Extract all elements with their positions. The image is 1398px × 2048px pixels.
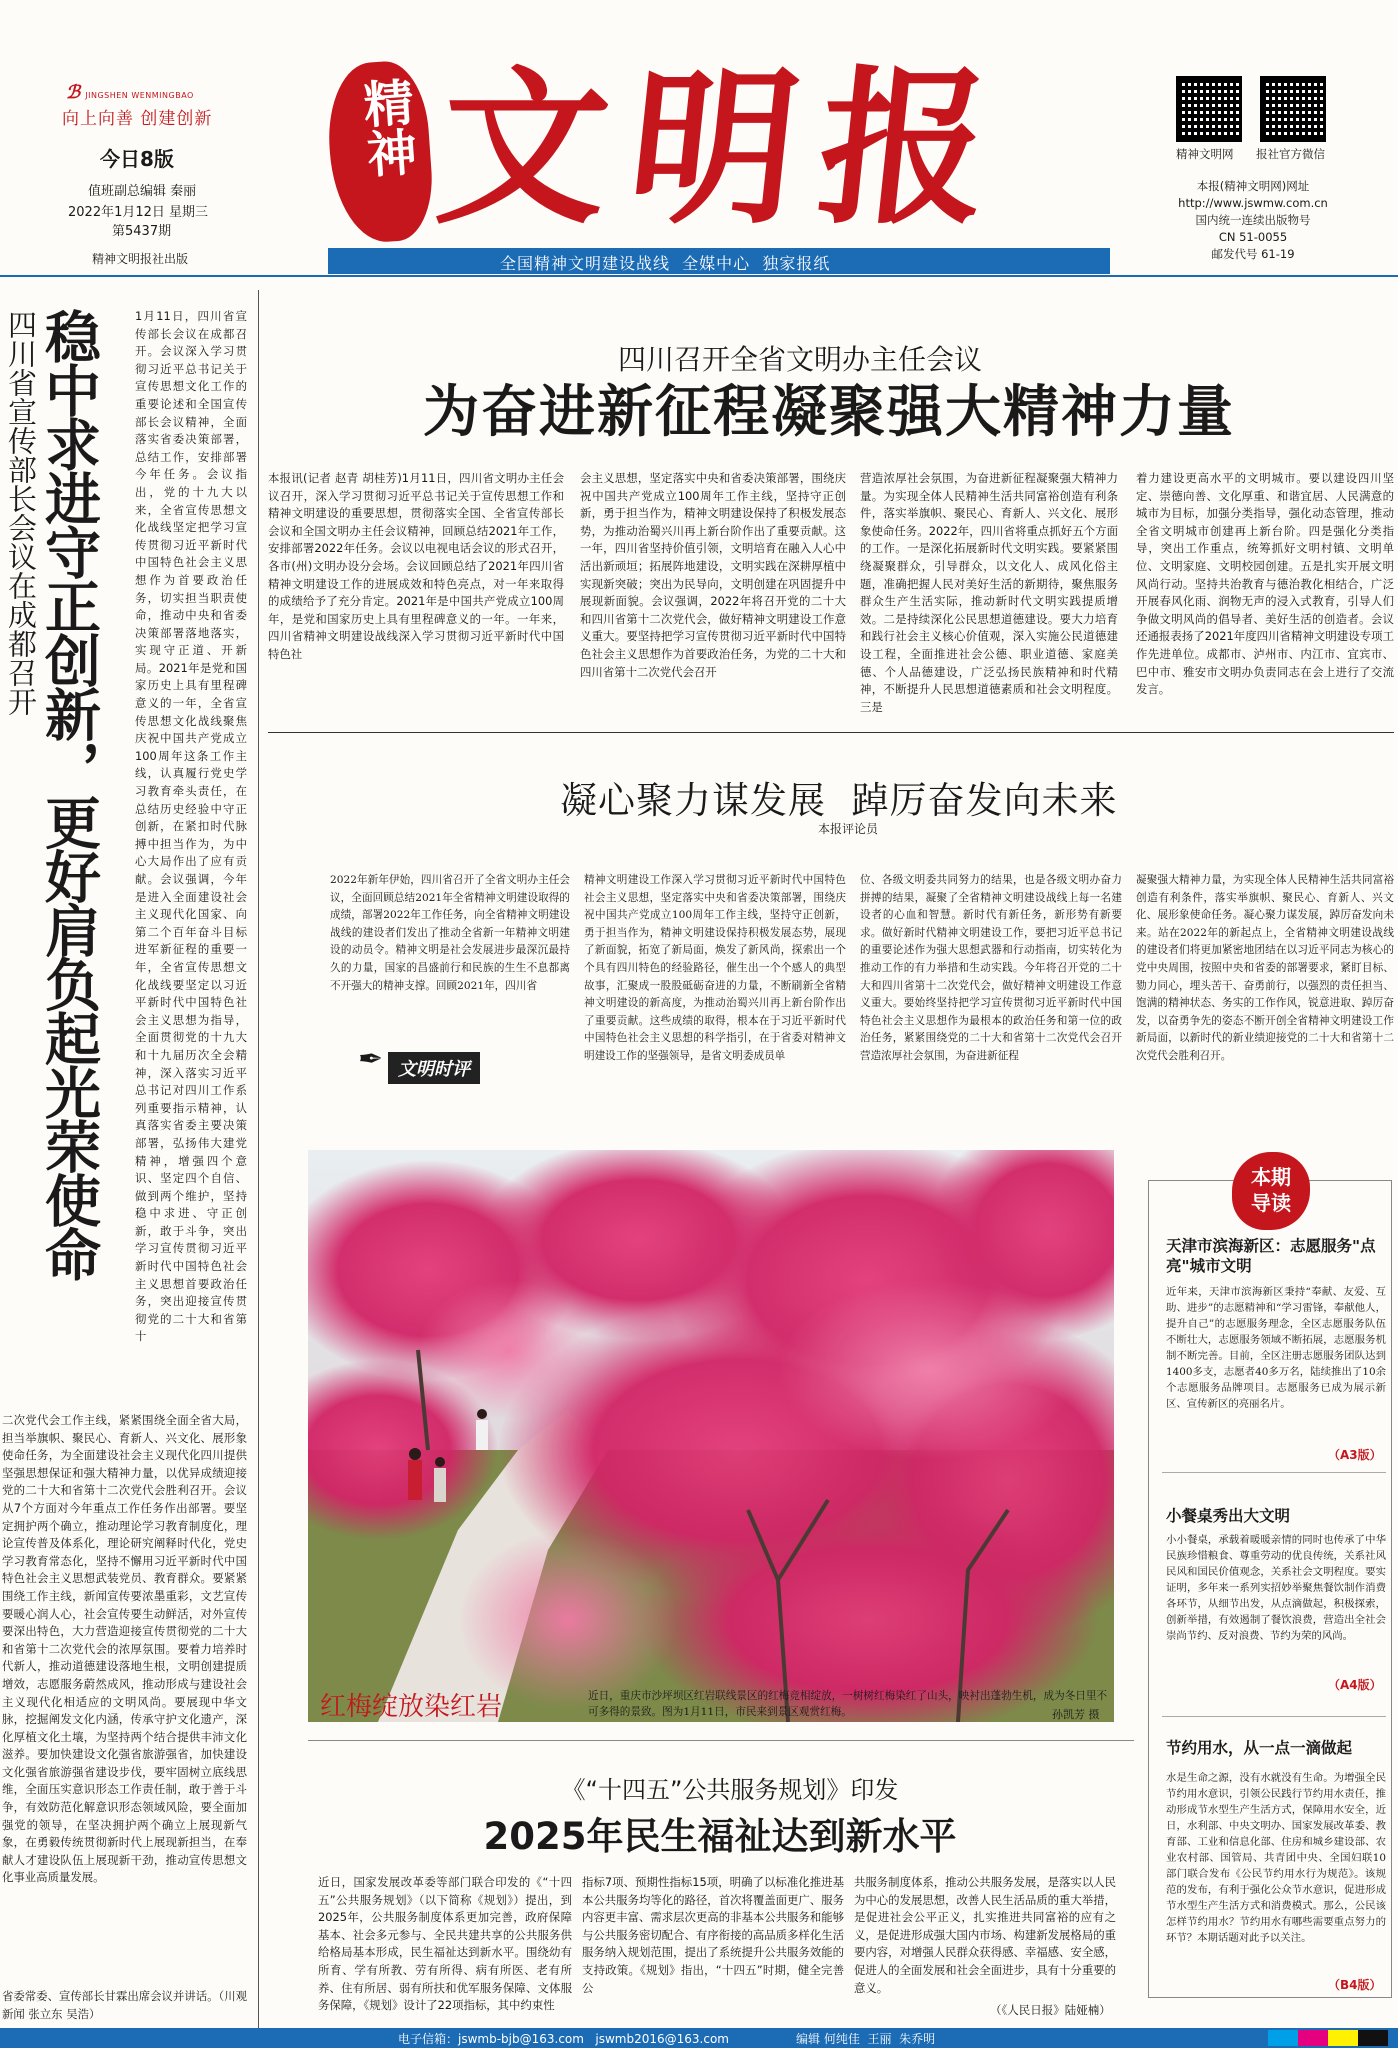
site-info [1168, 178, 1338, 263]
top-story-rule [268, 732, 1394, 733]
bottom-story-col-2: 指标7项、预期性指标15项，明确了以标准化推进基本公共服务均等化的路径，首次将覆盖面更广、服务内容更丰富、需求层次更高的非基本公共服务和能够与公共服务密切配合、有序衔接的高品质多样化生活服务纳入规划范围，提出了系统提升公共服务效能的支持政策。《规划》指出，“十四五”时期，健全完善公 [582, 1875, 844, 1995]
bottom-story-col-1: 近日，国家发展改革委等部门联合印发的《“十四五”公共服务规划》（以下简称《规划》）提出，到2025年，公共服务制度体系更加完善，政府保障基本、社会多元参与、全民共建共享的公共服务供给格局基本形成，民生福祉达到新水平。围绕幼有所育、学有所教、劳有所得、病有所医、老有所养、住有所居、弱有所扶和优军服务保障、文体服务保障，《规划》设计了22项指标，其中约束性 [318, 1875, 572, 2013]
guide-badge-line2: 导读 [1251, 1191, 1291, 1215]
guide-divider [1162, 1716, 1386, 1717]
date-line: 2022年1月12日 星期三 [68, 205, 209, 220]
editor-line: 值班副总编辑 秦丽 [88, 184, 197, 199]
photo-credit: 孙凯芳 摄 [1052, 1708, 1100, 1721]
pen-icon: ✒ [358, 1042, 384, 1077]
bottom-story-headline: 2025年民生福祉达到新水平 [483, 1815, 957, 1858]
bottom-story-kicker: 《“十四五”公共服务规划》印发 [561, 1776, 899, 1804]
plum-blossom-photo[interactable] [308, 1150, 1114, 1722]
top-story-col-1: 本报讯(记者 赵青 胡桂芳)1月11日，四川省文明办主任会议召开，深入学习贯彻习近平总书记关于宣传思想工作和精神文明建设的重要思想，贯彻落实全国、全省宣传部长会议和全国文明办主任会议精神，回顾总结2021年工作，安排部署2022年任务。会议以电视电话会议的形式召开，各市(州)文明办设分会场。会议回顾总结了2021年四川省精神文明建设工作的进展成效和特色亮点，对一年来取得的成绩给予了充分肯定。2021年是中国共产党成立100周年，是党和国家历史上具有里程碑意义的一年。一年来，四川省精神文明建设战线深入学习贯彻习近平新时代中国特色社 [268, 471, 564, 661]
bottom-story-rule [308, 1740, 1134, 1741]
today-pages: 今日8版 [100, 147, 174, 171]
guide-item-2-title[interactable]: 小餐桌秀出大文明 [1166, 1507, 1291, 1525]
paper-logo: 文明报 [429, 49, 1021, 247]
masthead-divider [0, 275, 1398, 277]
newspaper-small-logo [66, 82, 194, 103]
slogan: 向上向善 创建创新 [62, 109, 213, 129]
bottom-story-col-3: 共服务制度体系，推动公共服务发展，是落实以人民为中心的发展思想，改善人民生活品质的重大举措，是促进社会公平正义，扎实推进共同富裕的应有之义，是促进形成强大国内市场、构建新发展格局的重要内容，对增强人民群众获得感、幸福感、安全感，促进人的全面发展和社会全面进步，具有十分重要的意义。 [854, 1875, 1116, 1995]
commentary-col-3: 位、各级文明委共同努力的结果，也是各级文明办奋力拼搏的结果，凝聚了全省精神文明建设战线上每一名建设者的心血和智慧。新时代有新任务，新形势有新要求。做好新时代精神文明建设工作，要把习近平总书记的重要论述作为强大思想武器和行动指南，切实转化为推动工作的有力举措和生动实践。今年将召开党的二十大和四川省第十二次党代会，做好精神文明建设工作意义重大。要始终坚持把学习宣传贯彻习近平新时代中国特色社会主义思想作为最根本的政治任务和第一位的政治任务，紧紧围绕党的二十大和省第十二次党代会召开营造浓厚社会氛围，为奋进新征程 [860, 874, 1122, 1062]
left-story-subtitle: 四川省宣传部长会议在成都召开 [4, 310, 38, 716]
left-story-column: 1月11日，四川省宣传部长会议在成都召开。会议深入学习贯彻习近平总书记关于宣传思想文化工作的重要论述和全国宣传部长会议精神，全面落实省委决策部署，总结工作，安排部署今年任务。会议指出，党的十九大以来，全省宣传思想文化战线坚定把学习宣传贯彻习近平新时代中国特色社会主义思想作为首要政治任务，切实担当职责使命，推动中央和省委决策部署落地落实，实现守正道、开新局。2021年是党和国家历史上具有里程碑意义的一年，全省宣传思想文化战线聚焦庆祝中国共产党成立100周年这条工作主线，认真履行党史学习教育牵头责任，在总结历史经验中守正创新，在紧扣时代脉搏中担当作为，为中心大局作出了应有贡献。会议强调，今年是进入全面建设社会主义现代化国家、向第二个百年奋斗目标进军新征程的重要一年，全省宣传思想文化战线要坚定以习近平新时代中国特色社会主义思想为指导，全面贯彻党的十九大和十九届历次全会精神，深入落实习近平总书记对四川工作系列重要指示精神，认真落实省委主要决策部署，弘扬伟大建党精神，增强四个意识、坚定四个自信、做到两个维护，坚持稳中求进、守正创新，敢于斗争，突出学习宣传贯彻习近平新时代中国特色社会主义思想首要政治任务，突出迎接宣传贯彻党的二十大和省第十 [135, 309, 247, 1344]
issue-number: 第5437期 [112, 224, 172, 239]
commentary-byline: 本报评论员 [818, 822, 879, 836]
photo-caption-text: 近日，重庆市沙坪坝区红岩联线景区的红梅竞相绽放，一树树红梅染红了山头，映衬出蓬勃生机，成为冬日里不可多得的景致。图为1月11日，市民来到景区观赏红梅。 [588, 1690, 1108, 1718]
seal-text: 精神 [353, 75, 420, 180]
commentary-col-2: 精神文明建设工作深入学习贯彻习近平新时代中国特色社会主义思想，坚定落实中央和省委决策部署，围绕庆祝中国共产党成立100周年工作主线，坚持守正创新，勇于担当作为，精神文明建设保持积极发展态势，展现了新面貌，拓宽了新局面，焕发了新风尚，探索出一个个具有四川特色的经验路径，催生出一个个感人的典型故事，汇聚成一股股砥砺奋进的力量，不断刷新全省精神文明建设的新高度，为推动治蜀兴川再上新台阶作出了重要贡献。这些成绩的取得，根本在于习近平新时代中国特色社会主义思想的科学指引，在于省委对精神文明建设工作的坚强领导，是省文明委成员单 [584, 874, 846, 1062]
top-story-kicker: 四川召开全省文明办主任会议 [617, 343, 982, 376]
guide-divider [1162, 1472, 1386, 1473]
guide-item-1-text: 近年来，天津市滨海新区秉持“奉献、友爱、互助、进步”的志愿精神和“学习雷锋，奉献他人，提升自己”的志愿服务理念，全区志愿服务队伍不断壮大，志愿服务领域不断拓展，志愿服务机制不断完善。目前，全区注册志愿服务团队达到1400多支，志愿者40多万名，陆续推出了10余个志愿服务品牌项目。志愿服务已成为展示新区、宣传新区的亮丽名片。 [1166, 1286, 1386, 1410]
color-registration-bar [1268, 2030, 1388, 2046]
footer-editors: 编辑 何纯佳 王丽 朱乔明 [796, 2032, 936, 2046]
left-story-signoff: 省委常委、宣传部长甘霖出席会议并讲话。（川观新闻 张立东 吴浩） [2, 1989, 247, 2021]
registration-swatch [1328, 2030, 1358, 2046]
footer-email[interactable]: 电子信箱：jswmb-bjb@163.com jswmb2016@163.com [398, 2032, 729, 2046]
bottom-story-credit: （《人民日报》陆娅楠） [990, 2003, 1111, 2017]
registration-swatch [1298, 2030, 1328, 2046]
small-logo-mark: ℬ [66, 82, 81, 103]
registration-swatch [1268, 2030, 1298, 2046]
top-story-col-4: 着力建设更高水平的文明城市。要以建设四川坚定、崇德向善、文化厚重、和谐宜居、人民满意的城市为目标，加强分类指导，强化动态管理，推动全省文明城市创建再上新台阶。四是强化分类指导，突出工作重点，统筹抓好文明村镇、文明单位、文明家庭、文明校园创建。五是扎实开展文明风尚行动。坚持共治教育与德治教化相结合，广泛开展春风化雨、润物无声的浸入式教育，引导人们争做文明风尚的倡导者、美好生活的创造者。会议还通报表扬了2021年度四川省精神文明建设专项工作先进单位。成都市、泸州市、内江市、宜宾市、巴中市、雅安市文明办负责同志在会上进行了交流发言。 [1136, 471, 1394, 697]
site-info-url[interactable]: http://www.jswmw.com.cn [1178, 196, 1328, 210]
site-info-line: 本报(精神文明网)网址 [1196, 179, 1310, 193]
guide-item-3-text: 水是生命之源，没有水就没有生命。为增强全民节约用水意识，引领公民践行节约用水责任，推动形成节水型生产生活方式，保障用水安全，近日，水利部、中央文明办、国家发展改革委、教育部、工业和信息化部、住房和城乡建设部、农业农村部、国管局、共青团中央、全国妇联10部门联合发布《公民节约用水行为规范》。该规范的发布，有利于强化公众节水意识，促进形成节水型生产生活方式和消费模式。那么，公民该怎样节约用水？节约用水有哪些需要重点努力的环节？本期话题对此予以关注。 [1166, 1772, 1386, 1944]
guide-item-2-text: 小小餐桌，承载着暖暖亲情的同时也传承了中华民族珍惜粮食、尊重劳动的优良传统，关系社风民风和国民价值观念，关系社会文明程度。要实证明，多年来一系列实招妙举聚焦餐饮制作消费各环节，从细节出发，从点滴做起，积极探索，创新举措，有效遏制了餐饮浪费，营造出全社会崇尚节约、反对浪费、节约为荣的风尚。 [1166, 1534, 1386, 1642]
guide-item-2-page[interactable]: （A4版） [1328, 1678, 1382, 1692]
registration-swatch [1358, 2030, 1388, 2046]
top-story-col-3: 营造浓厚社会氛围，为奋进新征程凝聚强大精神力量。为实现全体人民精神生活共同富裕创造有利条件，落实举旗帜、聚民心、育新人、兴文化、展形象使命任务。2022年，四川省将重点抓好五个方面的工作。一是深化拓展新时代文明实践。要紧紧围绕凝聚群众，引导群众，以文化人、成风化俗主题，准确把握人民对美好生活的新期待，聚焦服务群众生产生活实际，推动新时代文明实践提质增效。二是持续深化公民思想道德建设。要大力培育和践行社会主义核心价值观，深入实施公民道德建设工程，全面推进社会公德、职业道德、家庭美德、个人品德建设，广泛弘扬民族精神和时代精神，不断提升人民思想道德素质和社会文明程度。三是 [860, 471, 1118, 714]
qr-code-wechat[interactable] [1260, 76, 1326, 142]
column-tag-text: 文明时评 [388, 1052, 480, 1084]
commentary-col-1: 2022年新年伊始，四川省召开了全省文明办主任会议，全面回顾总结2021年全省精神文明建设取得的成绩，部署2022年工作任务，向全省精神文明建设战线的建设者们发出了推动全省新一年精神文明建设的动员令。精神文明是社会发展进步最深沉最持久的力量，国家的昌盛前行和民族的生生不息都离不开强大的精神支撑。回顾2021年，四川省 [330, 874, 570, 992]
site-info-line: CN 51-0055 [1218, 230, 1288, 244]
left-column-rule [258, 290, 259, 2030]
left-story-bottom-text: 二次党代会工作主线，紧紧围绕全面全省大局，担当举旗帜、聚民心、育新人、兴文化、展形象使命任务，为全面建设社会主义现代化四川提供坚强思想保证和强大精神力量，以优异成绩迎接党的二十大和省第十二次党代会胜利召开。会议从7个方面对今年重点工作任务作出部署。要坚定拥护两个确立，推动理论学习教育制度化，理论宣传普及体系化，理论研究阐释时代化，党史学习教育常态化，坚持不懈用习近平新时代中国特色社会主义思想武装党员、教育群众。要紧紧围绕工作主线，新闻宣传要浓墨重彩，文艺宣传要暖心润人心，社会宣传要生动鲜活，对外宣传要深出特色，大力营造迎接宣传贯彻党的二十大和省第十二次党代会的浓厚氛围。要着力培养时代新人，推动道德建设落地生根，文明创建提质增效，志愿服务蔚然成风，推动形成与建设社会主义现代化相适应的文明风尚。要展现中华文脉，挖掘阐发文化内涵，传承守护文化遗产，深化厚植文化土壤，为坚持两个结合提供丰沛文化滋养。要加快建设文化强省旅游强省，加快建设文化强省旅游强省建设步伐，要牢固树立底线思维，全面压实意识形态工作责任制，敢于善于斗争，有效防范化解意识形态领域风险，要全面加强党的领导，在坚决拥护两个确立上展现新气象，在勇毅传统贯彻新时代上展现新担当，在奉献人才建设队伍上展现新干劲，推动宣传思想文化事业高质量发展。 [2, 1413, 247, 1885]
left-story-title: 稳中求进守正创新，更好肩负起光荣使命 [36, 308, 101, 1280]
guide-item-3-title[interactable]: 节约用水，从一点一滴做起 [1166, 1739, 1353, 1757]
site-info-line: 邮发代号 61-19 [1211, 247, 1295, 261]
commentary-column-tag [358, 1038, 518, 1090]
qr-code-website[interactable] [1176, 76, 1242, 142]
commentary-headline: 凝心聚力谋发展 踔厉奋发向未来 [560, 779, 1118, 822]
qr-label-wechat: 报社官方微信 [1256, 147, 1325, 161]
publisher: 精神文明报社出版 [92, 252, 189, 266]
top-story-col-2: 会主义思想，坚定落实中央和省委决策部署，围绕庆祝中国共产党成立100周年工作主线，坚持守正创新，勇于担当作为，精神文明建设保持了积极发展态势，为推动治蜀兴川再上新台阶作出了重要贡献。这一年，四川省坚持价值引领，文明培育在融入人心中活出新顽垣；拓展阵地建设，文明实践在深耕厚植中实现新突破；突出为民导向，文明创建在巩固提升中展现新面貌。会议强调，2022年将召开党的二十大和四川省第十二次党代会，做好精神文明建设工作意义重大。要坚持把学习宣传贯彻习近平新时代中国特色社会主义思想作为首要政治任务，为党的二十大和四川省第十二次党代会召开 [580, 471, 846, 679]
qr-label-website: 精神文明网 [1176, 147, 1234, 161]
commentary-col-4: 凝聚强大精神力量，为实现全体人民精神生活共同富裕创造有利条件，落实举旗帜、聚民心、育新人、兴文化、展形象使命任务。凝心聚力谋发展，踔厉奋发向未来。站在2022年的新起点上，全省精神文明建设战线的建设者们将更加紧密地团结在以习近平同志为核心的党中央周围，按照中央和省委的部署要求，紧盯目标、勠力同心，埋头苦干、奋勇前行，以强烈的责任担当、饱满的精神状态、务实的工作作风，锐意进取、踔厉奋发，以奋勇争先的姿态不断开创全省精神文明建设工作新局面，以新时代的新业绩迎接党的二十大和省第十二次党代会胜利召开。 [1136, 874, 1394, 1062]
photo-caption-title: 红梅绽放染红岩 [320, 1692, 503, 1722]
guide-item-1-page[interactable]: （A3版） [1328, 1448, 1382, 1462]
site-info-line: 国内统一连续出版物号 [1195, 213, 1311, 227]
top-story-headline: 为奋进新征程凝聚强大精神力量 [423, 380, 1235, 445]
small-logo-en: JINGSHEN WENMINGBAO [85, 91, 194, 100]
guide-item-1-title[interactable]: 天津市滨海新区：志愿服务"点亮"城市文明 [1166, 1237, 1376, 1275]
masthead-seal [324, 59, 436, 246]
guide-badge [1232, 1152, 1310, 1230]
guide-item-3-page[interactable]: （B4版） [1328, 1978, 1382, 1992]
banner-text: 全国精神文明建设战线 全媒中心 独家报纸 [500, 254, 831, 273]
guide-badge-line1: 本期 [1251, 1165, 1291, 1189]
